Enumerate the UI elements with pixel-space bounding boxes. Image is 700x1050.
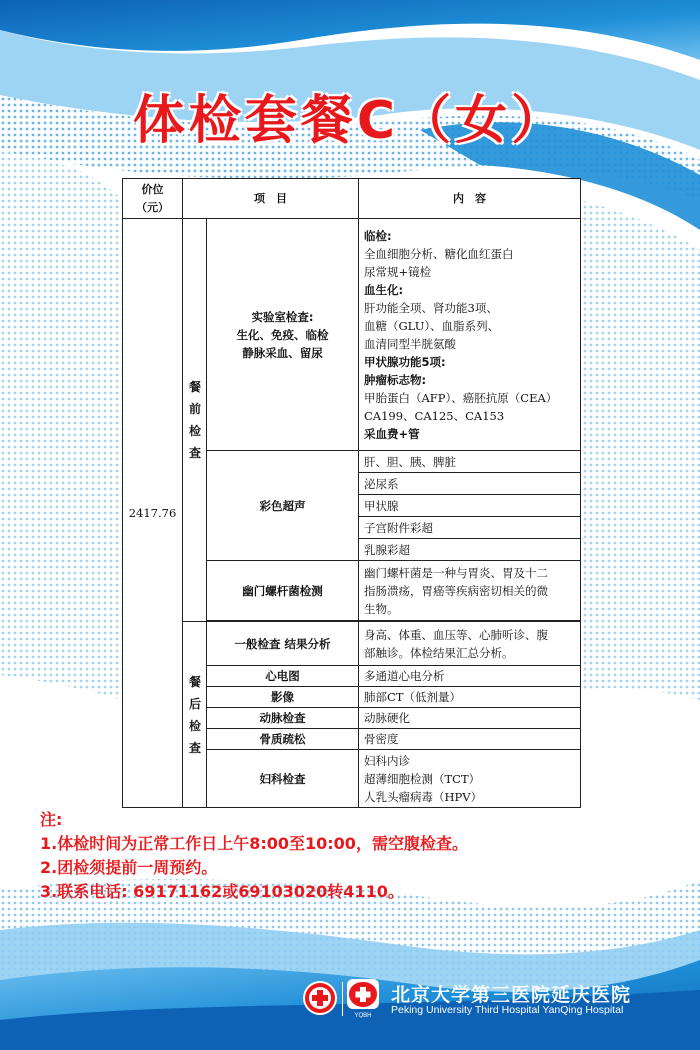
content-line: 血生化: [364,282,404,297]
content-line: 临检: [364,228,392,243]
item-cell: 动脉检查 [207,708,359,729]
item-cell [207,219,359,451]
item-cell: 影像 [207,687,359,708]
content-line: 人乳头瘤病毒（HPV） [364,789,483,804]
item-cell: 妇科检查 [207,750,359,808]
content-line: 全血细胞分析、糖化血红蛋白 [364,246,514,261]
content-cell [359,561,581,621]
notes-section [40,808,680,904]
header-item: 项 目 [183,179,359,219]
phase-post-meal [183,622,207,808]
content-line: 尿常规+镜检 [364,264,432,279]
content-line: 肿瘤标志物: [364,372,427,387]
content-cell [359,219,581,451]
table-header-row [123,179,581,219]
content-cell: 动脉硬化 [359,708,581,729]
table-row [123,622,581,666]
content-line: 血糖（GLU）、血脂系列、 [364,318,500,333]
hospital-logo [296,976,686,1026]
hospital-seal-icon [302,980,338,1016]
content-cell [359,622,581,666]
content-cell [359,750,581,808]
content-cell: 乳腺彩超 [359,539,581,561]
phase-label: 餐后检查 [188,674,201,755]
content-cell: 泌尿系 [359,473,581,495]
note-item: 3.联系电话: 69171162或69103020转4110。 [40,882,404,901]
content-line: 生物。 [364,601,399,616]
content-cell: 肝、胆、胰、脾脏 [359,451,581,473]
header-price: 价位（元） [123,179,183,219]
hospital-name-en: Peking University Third Hospital YanQing Hospital [391,1004,624,1016]
content-line: 幽门螺杆菌是一种与胃炎、胃及十二 [364,565,548,580]
content-cell: 甲状腺 [359,495,581,517]
content-cell: 肺部CT（低剂量） [359,687,581,708]
red-cross-logo-icon [346,978,380,1018]
item-line: 生化、免疫、临检 [236,327,329,342]
table-row [123,219,581,451]
item-cell: 幽门螺杆菌检测 [207,561,359,621]
phase-label: 餐前检查 [188,380,201,460]
content-line: 部触诊。体检结果汇总分析。 [364,645,514,660]
item-cell: 骨质疏松 [207,729,359,750]
note-item: 2.团检须提前一周预约。 [40,858,218,877]
item-cell: 彩色超声 [207,451,359,561]
package-table-container [122,178,580,804]
phase-pre-meal [183,219,207,622]
package-table [122,178,581,808]
content-line: 肝功能全项、肾功能3项、 [364,300,498,315]
content-line: 血清同型半胱氨酸 [364,336,456,351]
content-line: 指肠溃疡，胃癌等疾病密切相关的微 [364,583,548,598]
content-line: 甲胎蛋白（AFP）、癌胚抗原（CEA） [364,390,558,405]
notes-heading: 注: [40,810,63,829]
content-line: 妇科内诊 [364,753,410,768]
hospital-name-cn: 北京大学第三医院延庆医院 [391,984,632,1006]
price-cell: 2417.76 [123,219,183,808]
item-cell: 心电图 [207,666,359,687]
note-item: 1.体检时间为正常工作日上午8:00至10:00，需空腹检查。 [40,834,468,853]
content-line: CA199、CA125、CA153 [364,408,505,423]
item-cell: 一般检查 结果分析 [207,622,359,666]
item-line: 静脉采血、留尿 [242,345,323,360]
item-line: 实验室检查: [251,309,314,324]
logo-divider [342,982,343,1016]
content-cell: 子宫附件彩超 [359,517,581,539]
page-title: 体检套餐C（女） [132,91,568,151]
content-line: 超薄细胞检测（TCT） [364,771,481,786]
header-content: 内 容 [359,179,581,219]
content-line: 身高、体重、血压等、心肺听诊、腹 [364,627,548,642]
cross-caption: YQBH [354,1013,372,1018]
content-cell: 多通道心电分析 [359,666,581,687]
content-cell: 骨密度 [359,729,581,750]
content-line: 甲状腺功能5项: [364,354,446,369]
content-line: 采血费+管 [364,426,420,441]
